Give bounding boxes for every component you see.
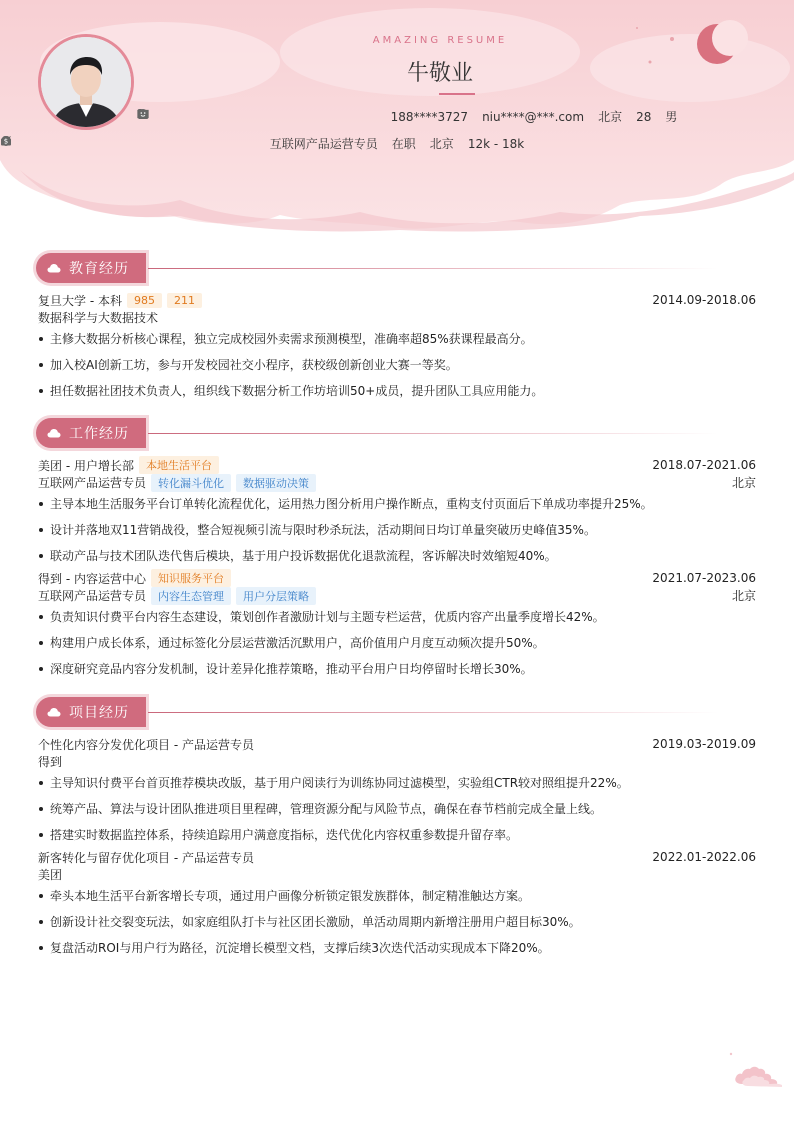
list-item: 主导本地生活服务平台订单转化流程优化，运用热力图分析用户操作断点，重构支付页面后下单成功率提升25%。 <box>38 491 756 517</box>
list-item: 统筹产品、算法与设计团队推进项目里程碑，管理资源分配与风险节点，确保在春节档前完成全量上线。 <box>38 796 756 822</box>
intended-role-text: 互联网产品运营专员 <box>269 137 378 151</box>
list-item: 担任数据社团技术负责人，组织线下数据分析工作坊培训50+成员，提升团队工具应用能力。 <box>38 378 756 404</box>
work-city: 北京 <box>731 589 756 603</box>
money-icon <box>0 135 12 147</box>
education-bullets <box>36 326 756 404</box>
list-item: 设计并落地双11营销战役，整合短视频引流与限时秒杀玩法，活动期间日均订单量突破历史峰值35%。 <box>38 517 756 543</box>
section-title: 项目经历 <box>69 705 129 721</box>
role-row <box>38 587 756 604</box>
intended-role-item <box>270 135 378 152</box>
list-item: 加入校AI创新工坊，参与开发校园社交小程序，获校级创新创业大赛一等奖。 <box>38 352 756 378</box>
work-bullets <box>36 491 756 569</box>
education-entry-header <box>38 291 756 309</box>
project-org-row <box>38 753 756 770</box>
phone-text: 188****3727 <box>390 109 469 124</box>
avatar <box>38 34 134 130</box>
project-entry <box>36 735 756 848</box>
project-name: 新客转化与留存优化项目 - 产品运营专员 <box>38 850 254 865</box>
name-divider <box>439 93 475 95</box>
list-item: 负责知识付费平台内容生态建设，策划创作者激励计划与主题专栏运营，优质内容产出量季度增长42%。 <box>38 604 756 630</box>
major-text: 数据科学与大数据技术 <box>38 311 159 325</box>
projects-header <box>36 697 756 731</box>
section-title-pill <box>36 697 146 727</box>
email-item <box>482 110 584 124</box>
role-text: 互联网产品运营专员 <box>38 476 147 490</box>
role-tag: 用户分层策略 <box>236 587 316 605</box>
header-banner <box>0 0 794 232</box>
role-text: 互联网产品运营专员 <box>38 589 147 603</box>
candidate-name: 牛敬业 <box>406 61 473 86</box>
company-name: 得到 - 内容运营中心 <box>38 571 146 586</box>
work-city: 北京 <box>731 476 756 490</box>
section-divider <box>148 712 718 713</box>
project-entry-header <box>38 848 756 866</box>
brand-tagline: AMAZING RESUME <box>372 35 508 46</box>
age-item <box>636 110 651 124</box>
home-city-text: 北京 <box>598 110 623 124</box>
company-name: 美团 - 用户增长部 <box>38 458 134 473</box>
role-row <box>38 474 756 491</box>
work-entry-header <box>38 456 756 474</box>
list-item: 联动产品与技术团队迭代售后模块，基于用户投诉数据优化退款流程，客诉解决时效缩短40%。 <box>38 543 756 569</box>
list-item: 复盘活动ROI与用户行为路径，沉淀增长模型文档，支撑后续3次迭代活动实现成本下降20%。 <box>38 935 756 961</box>
work-date: 2018.07-2021.06 <box>652 458 756 472</box>
school-tag: 985 <box>127 293 162 308</box>
project-org-row <box>38 866 756 883</box>
phone-item <box>391 110 468 124</box>
home-item <box>598 108 622 125</box>
gender-item <box>665 108 677 125</box>
cloud-icon <box>47 428 61 438</box>
major-row <box>38 309 756 326</box>
education-header <box>36 253 756 287</box>
work-entry <box>36 569 756 682</box>
project-name: 个性化内容分发优化项目 - 产品运营专员 <box>38 737 254 752</box>
status-text: 在职 <box>391 137 416 151</box>
list-item: 主修大数据分析核心课程，独立完成校园外卖需求预测模型，准确率超85%获课程最高分。 <box>38 326 756 352</box>
email-text: niu****@***.com <box>482 109 585 124</box>
project-date: 2019.03-2019.09 <box>652 737 756 751</box>
work-entry-header <box>38 569 756 587</box>
face-icon <box>137 108 149 120</box>
job-info-row <box>0 135 794 152</box>
section-divider <box>148 268 718 269</box>
list-item: 主导知识付费平台首页推荐模块改版，基于用户阅读行为训练协同过滤模型，实验组CTR较对照组提升22%。 <box>38 770 756 796</box>
cloud-decoration <box>728 1052 788 1088</box>
list-item: 搭建实时数据监控体系，持续追踪用户满意度指标，迭代优化内容权重参数提升留存率。 <box>38 822 756 848</box>
list-item: 牵头本地生活平台新客增长专项，通过用户画像分析锁定银发族群体，制定精准触达方案。 <box>38 883 756 909</box>
education-date: 2014.09-2018.06 <box>652 293 756 307</box>
target-city-text: 北京 <box>429 137 454 151</box>
school-tag: 211 <box>167 293 202 308</box>
role-tag: 内容生态管理 <box>151 587 231 605</box>
company-tag: 知识服务平台 <box>151 569 231 587</box>
contact-info-row <box>137 108 794 125</box>
cloud-icon <box>47 263 61 273</box>
section-title-pill <box>36 253 146 283</box>
status-item <box>392 135 416 152</box>
list-item: 创新设计社交裂变玩法，如家庭组队打卡与社区团长激励，单活动周期内新增注册用户超目标30%。 <box>38 909 756 935</box>
project-bullets <box>36 883 756 961</box>
section-title-pill <box>36 418 146 448</box>
work-header <box>36 418 756 452</box>
company-tag: 本地生活平台 <box>139 456 219 474</box>
section-divider <box>148 433 718 434</box>
cloud-icon <box>47 707 61 717</box>
work-section <box>36 418 756 682</box>
gender-text: 男 <box>665 110 678 124</box>
project-bullets <box>36 770 756 848</box>
project-org: 美团 <box>38 868 63 882</box>
list-item: 深度研究竞品内容分发机制，设计差异化推荐策略，推动平台用户日均停留时长增长30%。 <box>38 656 756 682</box>
work-date: 2021.07-2023.06 <box>652 571 756 585</box>
role-tag: 数据驱动决策 <box>236 474 316 492</box>
salary-text: 12k - 18k <box>467 136 525 151</box>
section-title: 工作经历 <box>69 426 129 442</box>
role-tag: 转化漏斗优化 <box>151 474 231 492</box>
svg-text:$: $ <box>3 137 9 146</box>
education-section <box>36 253 756 404</box>
age-text: 28 <box>636 109 652 124</box>
school-name: 复旦大学 - 本科 <box>38 293 122 308</box>
project-entry <box>36 848 756 961</box>
section-title: 教育经历 <box>69 261 129 277</box>
target-city-item <box>430 135 454 152</box>
work-entry <box>36 456 756 569</box>
project-org: 得到 <box>38 755 63 769</box>
work-bullets <box>36 604 756 682</box>
project-date: 2022.01-2022.06 <box>652 850 756 864</box>
list-item: 构建用户成长体系，通过标签化分层运营激活沉默用户，高价值用户月度互动频次提升50%。 <box>38 630 756 656</box>
project-entry-header <box>38 735 756 753</box>
projects-section <box>36 697 756 961</box>
